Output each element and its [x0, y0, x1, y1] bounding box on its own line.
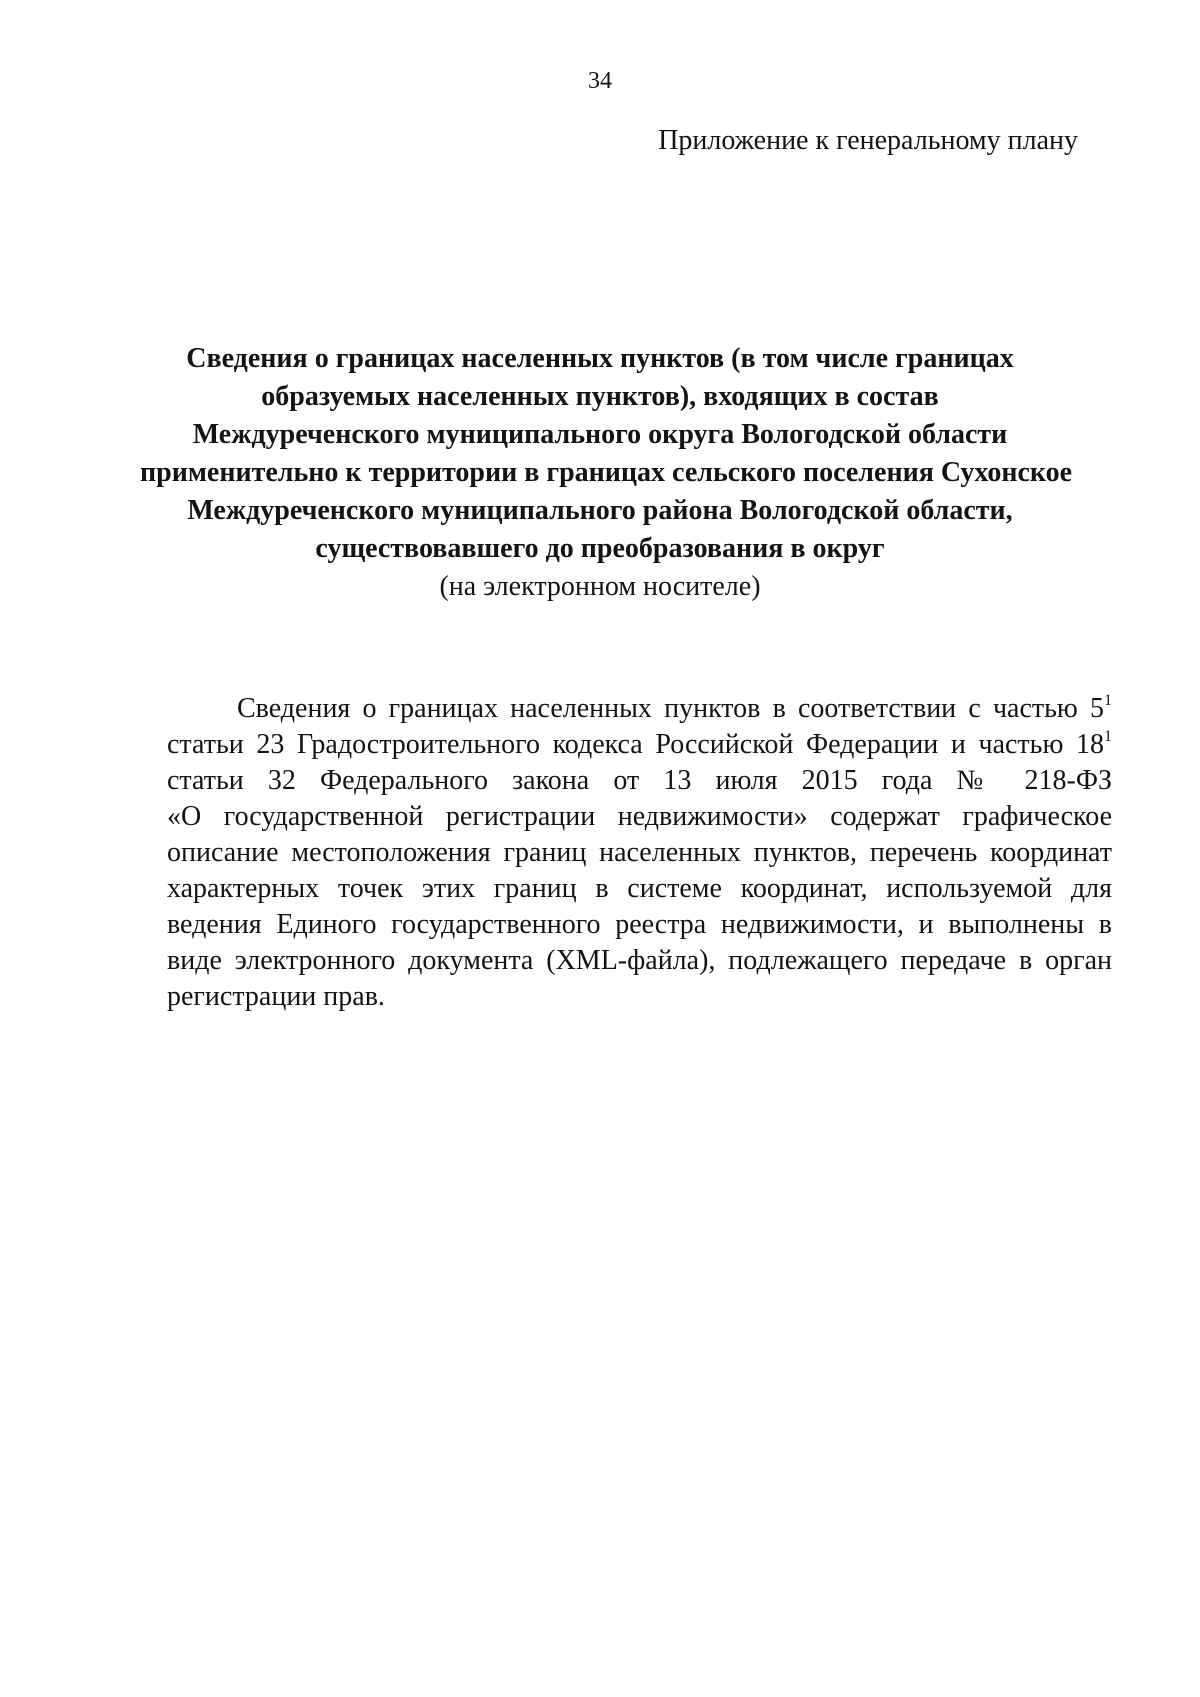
body-line: «О государственной регистрации недвижимости» содержат графическое — [167, 801, 1112, 832]
body-line: характерных точек этих границ в системе координат, используемой для — [167, 873, 1112, 904]
title-line: Междуреченского муниципального района Вологодской области, — [187, 495, 1013, 526]
title-line: существовавшего до преобразования в округ — [315, 533, 885, 564]
title-line: образуемых населенных пунктов), входящих в состав — [261, 381, 939, 412]
superscript: 1 — [1104, 728, 1112, 745]
body-line: статьи 32 Федерального закона от 13 июля 2015 года № 218-ФЗ — [167, 765, 1112, 796]
page-number: 34 — [588, 68, 612, 94]
body-line: регистрации прав. — [167, 981, 385, 1012]
body-line — [167, 691, 1112, 727]
body-line-text: Сведения о границах населенных пунктов в соответствии с частью 5 — [237, 693, 1104, 724]
body-line: виде электронного документа (XML-файла), подлежащего передаче в орган — [167, 945, 1112, 976]
superscript: 1 — [1104, 692, 1112, 709]
title-line: применительно к территории в границах сельского поселения Сухонское — [140, 457, 1073, 488]
body-line: ведения Единого государственного реестра недвижимости, и выполнены в — [167, 909, 1112, 940]
title-note: (на электронном носителе) — [439, 571, 761, 602]
appendix-label: Приложение к генеральному плану — [658, 125, 1078, 156]
body-line — [167, 727, 1112, 763]
body-line-text: статьи 23 Градостроительного кодекса Российской Федерации и частью 18 — [167, 729, 1104, 760]
body-paragraph — [167, 691, 1112, 1015]
document-title — [140, 340, 1073, 606]
title-line: Междуреченского муниципального округа Вологодской области — [192, 419, 1008, 450]
body-line: описание местоположения границ населенных пунктов, перечень координат — [167, 837, 1112, 868]
title-line: Сведения о границах населенных пунктов (в том числе границах — [186, 343, 1014, 374]
